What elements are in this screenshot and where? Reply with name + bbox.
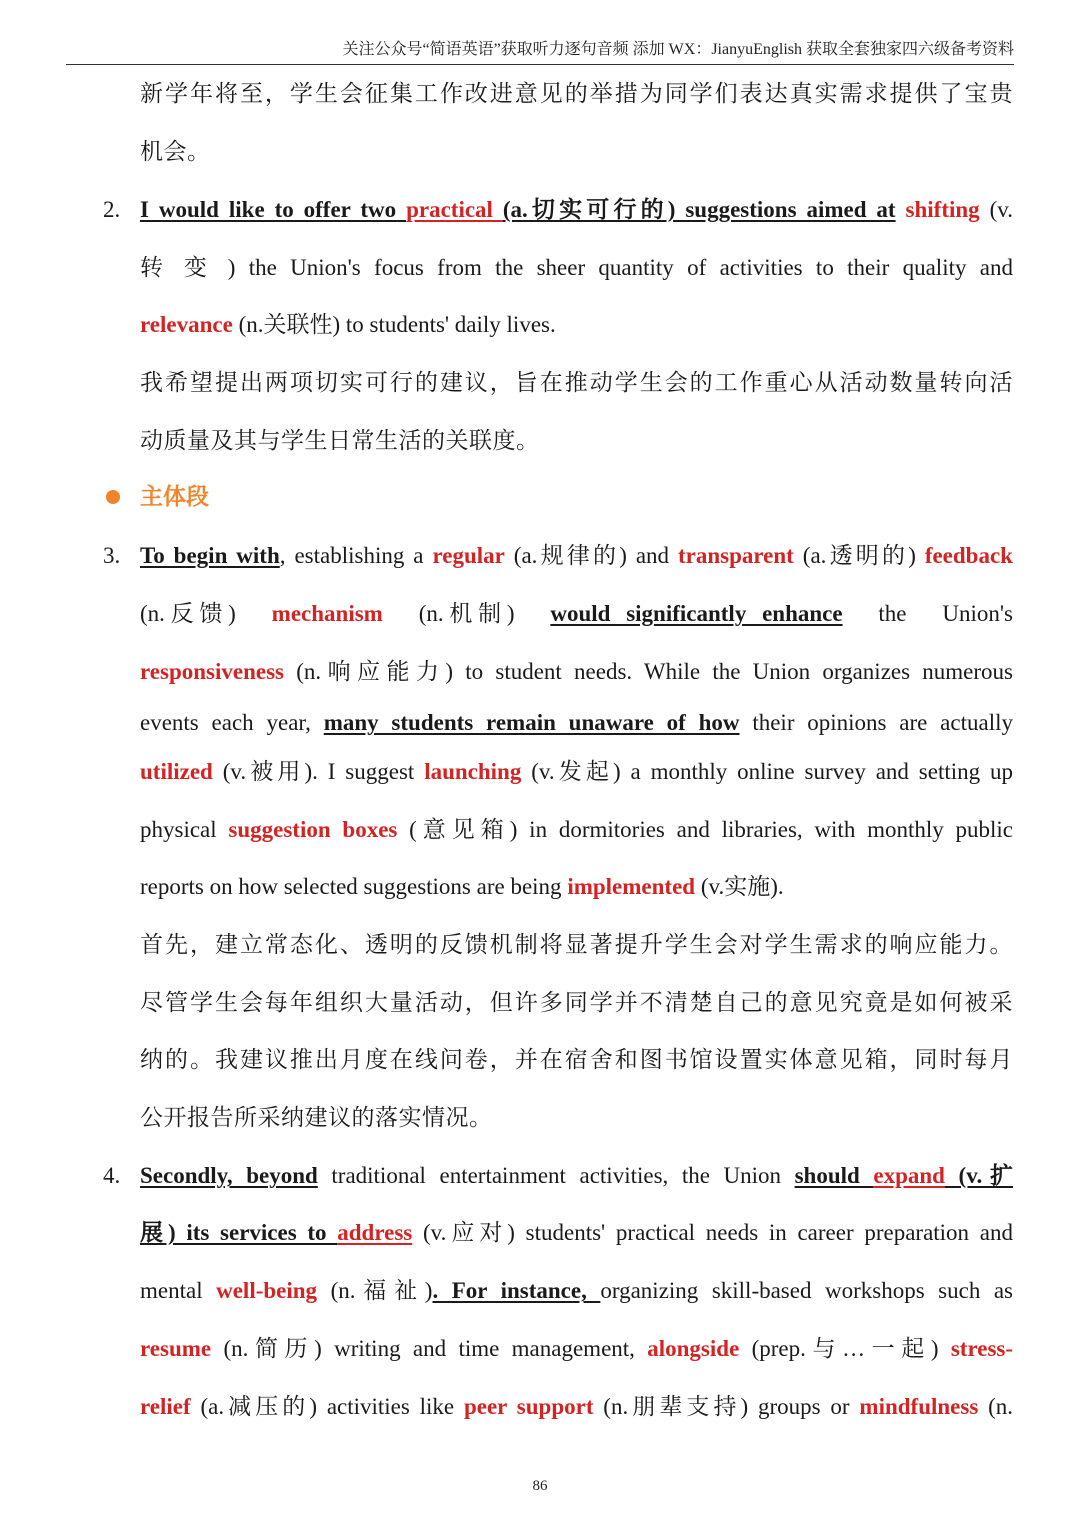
vocab-word: mechanism bbox=[271, 601, 383, 626]
translation-line: 公开报告所采纳建议的落实情况。 bbox=[140, 1105, 493, 1131]
text: (n.福祉) bbox=[317, 1278, 433, 1303]
text: organizing skill-based workshops such as bbox=[600, 1278, 1014, 1303]
section-title: 主体段 bbox=[140, 484, 209, 510]
translation-line: 我希望提出两项切实可行的建议，旨在推动学生会的工作重心从活动数量转向活 bbox=[140, 370, 1013, 396]
text: traditional entertainment activities, the Union bbox=[317, 1163, 795, 1188]
item-3-line-4 bbox=[140, 707, 1013, 739]
vocab-word: relevance bbox=[140, 312, 233, 337]
vocab-word: shifting bbox=[905, 197, 980, 222]
item-4-line-3 bbox=[140, 1275, 1013, 1307]
item-3-line-3 bbox=[140, 656, 1013, 688]
item-3-line-2 bbox=[140, 598, 1013, 630]
page-header: 关注公众号“简语英语”获取听力逐句音频 添加 WX：JianyuEnglish 获取全套独家四六级备考资料 bbox=[66, 38, 1014, 65]
text: (n.简历) writing and time management, bbox=[211, 1336, 648, 1361]
page-number: 86 bbox=[532, 1478, 548, 1494]
text: events each year, bbox=[140, 710, 324, 735]
text: (v.应对) students' practical needs in career preparation and bbox=[412, 1220, 1013, 1245]
text: (n. 反 馈 ) bbox=[140, 601, 236, 626]
text: their opinions are actually bbox=[739, 710, 1013, 735]
vocab-word: responsiveness bbox=[140, 659, 284, 684]
vocab-word: feedback bbox=[924, 543, 1013, 568]
text: (v.实施). bbox=[695, 874, 784, 899]
item-3-line-7 bbox=[140, 871, 1013, 903]
translation-line: 尽管学生会每年组织大量活动，但许多同学并不清楚自己的意见究竟是如何被采 bbox=[140, 990, 1013, 1016]
item-4-line-1 bbox=[140, 1160, 1013, 1192]
vocab-word: address bbox=[337, 1220, 413, 1245]
item-3-line-5 bbox=[140, 756, 1013, 788]
text: (n.朋辈支持) groups or bbox=[593, 1394, 860, 1419]
key-phrase: many students remain unaware of how bbox=[323, 710, 740, 735]
text: mental bbox=[140, 1278, 217, 1303]
text: (n.响应能力) to student needs. While the Union organizes numerous bbox=[284, 659, 1013, 684]
text bbox=[896, 197, 906, 222]
text: physical bbox=[140, 817, 229, 842]
text: Union's bbox=[942, 601, 1013, 626]
text: (v.被用). I suggest bbox=[212, 759, 425, 784]
vocab-word: alongside bbox=[647, 1336, 740, 1361]
vocab-word: mindfulness bbox=[859, 1394, 979, 1419]
orange-bullet-icon bbox=[106, 490, 120, 504]
item-3-line-1 bbox=[140, 540, 1013, 572]
vocab-word: peer support bbox=[463, 1394, 594, 1419]
key-phrase: should bbox=[794, 1163, 874, 1188]
item-3-line-6 bbox=[140, 814, 1013, 846]
vocab-word: suggestion boxes bbox=[228, 817, 398, 842]
vocab-word: launching bbox=[424, 759, 522, 784]
item-4-line-5 bbox=[140, 1391, 1013, 1423]
text: (n. 机 制 ) bbox=[418, 601, 515, 626]
text: (v.发起) a monthly online survey and setting up bbox=[521, 759, 1013, 784]
item-number: 3. bbox=[103, 543, 121, 568]
vocab-word: regular bbox=[432, 543, 505, 568]
vocab-word: implemented bbox=[567, 874, 696, 899]
vocab-word: resume bbox=[140, 1336, 212, 1361]
vocab-word: utilized bbox=[140, 759, 213, 784]
key-phrase: . For instance, bbox=[432, 1278, 601, 1303]
key-phrase: would significantly enhance bbox=[550, 601, 843, 626]
text: (n. bbox=[978, 1394, 1014, 1419]
item-4-line-2 bbox=[140, 1217, 1013, 1249]
paragraph-line: 新学年将至，学生会征集工作改进意见的举措为同学们表达真实需求提供了宝贵 bbox=[140, 81, 1013, 107]
key-phrase: (a.切实可行的) suggestions aimed at bbox=[502, 197, 896, 222]
translation-line: 纳的。我建议推出月度在线问卷，并在宿舍和图书馆设置实体意见箱，同时每月 bbox=[140, 1047, 1013, 1073]
text: (a.透明的) bbox=[793, 543, 925, 568]
key-phrase: To begin with bbox=[140, 543, 280, 568]
text: , establishing a bbox=[279, 543, 433, 568]
text: reports on how selected suggestions are being bbox=[140, 874, 568, 899]
key-phrase: (v.扩 bbox=[944, 1163, 1014, 1188]
text: (意见箱) in dormitories and libraries, with monthly public bbox=[397, 817, 1013, 842]
text: (prep.与…一起) bbox=[739, 1336, 951, 1361]
vocab-word: transparent bbox=[677, 543, 794, 568]
item-2-line-1 bbox=[140, 194, 1013, 226]
item-2-line-3 bbox=[140, 309, 1013, 341]
key-phrase: 展) its services to bbox=[140, 1220, 338, 1245]
translation-line: 动质量及其与学生日常生活的关联度。 bbox=[140, 428, 540, 454]
item-number: 2. bbox=[103, 197, 121, 222]
translation-line: 首先，建立常态化、透明的反馈机制将显著提升学生会对学生需求的响应能力。 bbox=[140, 932, 1013, 958]
text: the bbox=[878, 601, 907, 626]
vocab-word: practical bbox=[406, 197, 503, 222]
text: (a.规律的) and bbox=[504, 543, 678, 568]
vocab-word: expand bbox=[873, 1163, 945, 1188]
item-number: 4. bbox=[103, 1163, 121, 1188]
item-2-line-2: 转 变 ) the Union's focus from the sheer quantity of activities to their quality and bbox=[140, 255, 1013, 280]
vocab-word: well-being bbox=[216, 1278, 318, 1303]
text: (a.减压的) activities like bbox=[190, 1394, 464, 1419]
paragraph-line: 机会。 bbox=[140, 139, 211, 165]
key-phrase: I would like to offer two bbox=[140, 197, 407, 222]
key-phrase: Secondly, beyond bbox=[140, 1163, 318, 1188]
vocab-word: stress- bbox=[950, 1336, 1013, 1361]
item-4-line-4 bbox=[140, 1333, 1013, 1365]
text: (v. bbox=[979, 197, 1014, 222]
vocab-word: relief bbox=[140, 1394, 191, 1419]
text: (n.关联性) to students' daily lives. bbox=[232, 312, 556, 337]
